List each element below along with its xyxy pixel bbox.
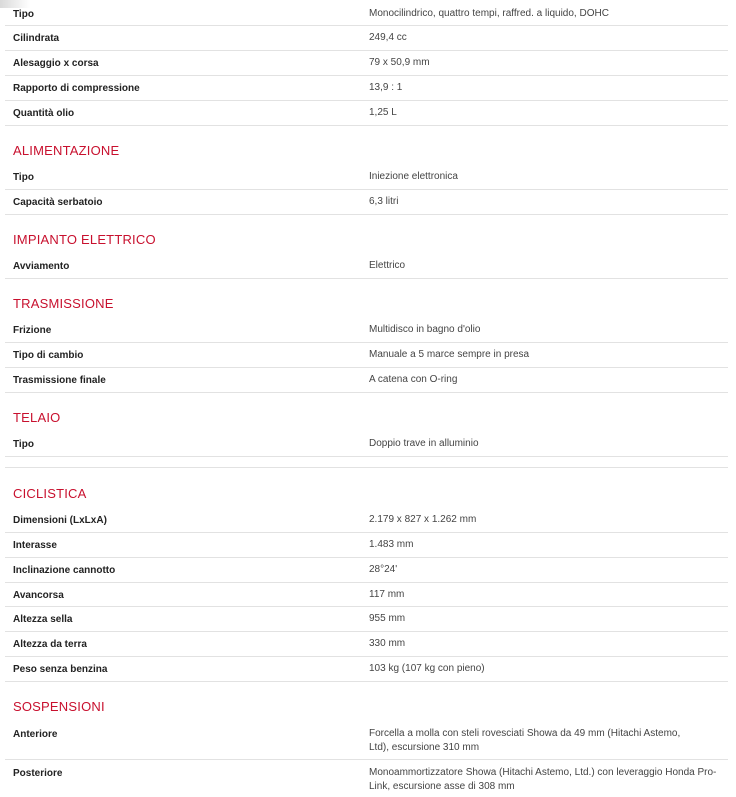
spec-value: 1.483 mm bbox=[369, 539, 414, 550]
spec-value: 1,25 L bbox=[369, 107, 397, 118]
spec-label: Dimensioni (LxLxA) bbox=[13, 515, 107, 526]
spec-row bbox=[5, 533, 728, 558]
spec-row bbox=[5, 165, 728, 190]
spec-label: Avancorsa bbox=[13, 590, 64, 601]
spec-label: Altezza sella bbox=[13, 614, 73, 625]
spec-row bbox=[5, 26, 728, 51]
spec-row bbox=[5, 51, 728, 76]
spec-value: 249,4 cc bbox=[369, 32, 407, 43]
spec-row bbox=[5, 318, 728, 343]
section-title-impianto-elettrico: IMPIANTO ELETTRICO bbox=[13, 232, 156, 247]
spec-value: 28°24' bbox=[369, 564, 398, 575]
spec-value: Monoammortizzatore Showa (Hitachi Astemo, Ltd.) con leveraggio Honda Pro-Link, escursione asse di 308 mm bbox=[369, 767, 717, 792]
spec-value: Doppio trave in alluminio bbox=[369, 438, 479, 449]
spec-row bbox=[5, 760, 728, 797]
spec-label: Inclinazione cannotto bbox=[13, 565, 116, 576]
spec-value: 2.179 x 827 x 1.262 mm bbox=[369, 514, 477, 525]
spec-value: A catena con O-ring bbox=[369, 374, 458, 385]
spec-value: Multidisco in bagno d'olio bbox=[369, 324, 481, 335]
spec-row bbox=[5, 0, 728, 26]
spec-value: 13,9 : 1 bbox=[369, 82, 403, 93]
spec-label: Tipo di cambio bbox=[13, 350, 84, 361]
spec-row bbox=[5, 558, 728, 583]
spec-row bbox=[5, 607, 728, 632]
spec-row bbox=[5, 254, 728, 279]
spec-row bbox=[5, 343, 728, 368]
spec-row bbox=[5, 657, 728, 682]
spec-row bbox=[5, 76, 728, 101]
spec-row bbox=[5, 721, 728, 760]
spec-label: Avviamento bbox=[13, 261, 70, 272]
divider bbox=[5, 457, 728, 468]
section-title-telaio: TELAIO bbox=[13, 410, 61, 425]
spec-value: 955 mm bbox=[369, 613, 406, 624]
spec-label: Frizione bbox=[13, 325, 52, 336]
section-title-ciclistica: CICLISTICA bbox=[13, 486, 87, 501]
spec-label: Altezza da terra bbox=[13, 639, 87, 650]
spec-label: Peso senza benzina bbox=[13, 664, 108, 675]
spec-value: Forcella a molla con steli rovesciati Showa da 49 mm (Hitachi Astemo, Ltd), escursione 310 mm bbox=[369, 728, 681, 753]
spec-label: Cilindrata bbox=[13, 33, 60, 44]
spec-row bbox=[5, 190, 728, 215]
spec-value: 6,3 litri bbox=[369, 196, 399, 207]
spec-value: 117 mm bbox=[369, 589, 405, 600]
spec-value: Manuale a 5 marce sempre in presa bbox=[369, 349, 530, 360]
spec-label: Tipo bbox=[13, 9, 34, 20]
spec-value: Iniezione elettronica bbox=[369, 171, 458, 182]
spec-value: 330 mm bbox=[369, 638, 406, 649]
section-title-trasmissione: TRASMISSIONE bbox=[13, 296, 114, 311]
spec-label: Tipo bbox=[13, 439, 34, 450]
spec-row bbox=[5, 632, 728, 657]
spec-row bbox=[5, 101, 728, 126]
spec-label: Anteriore bbox=[13, 729, 58, 740]
section-title-alimentazione: ALIMENTAZIONE bbox=[13, 143, 120, 158]
section-title-sospensioni: SOSPENSIONI bbox=[13, 699, 105, 714]
spec-row bbox=[5, 583, 728, 607]
spec-label: Capacità serbatoio bbox=[13, 197, 103, 208]
spec-row bbox=[5, 368, 728, 393]
spec-label: Interasse bbox=[13, 540, 57, 551]
spec-value: Monocilindrico, quattro tempi, raffred. a liquido, DOHC bbox=[369, 8, 609, 19]
spec-label: Rapporto di compressione bbox=[13, 83, 140, 94]
spec-row bbox=[5, 432, 728, 457]
spec-row bbox=[5, 508, 728, 533]
spec-label: Posteriore bbox=[13, 768, 63, 779]
spec-label: Alesaggio x corsa bbox=[13, 58, 99, 69]
spec-value: 103 kg (107 kg con pieno) bbox=[369, 663, 485, 674]
spec-label: Quantità olio bbox=[13, 108, 75, 119]
spec-label: Trasmissione finale bbox=[13, 375, 106, 386]
spec-label: Tipo bbox=[13, 172, 34, 183]
spec-value: Elettrico bbox=[369, 260, 406, 271]
spec-value: 79 x 50,9 mm bbox=[369, 57, 430, 68]
